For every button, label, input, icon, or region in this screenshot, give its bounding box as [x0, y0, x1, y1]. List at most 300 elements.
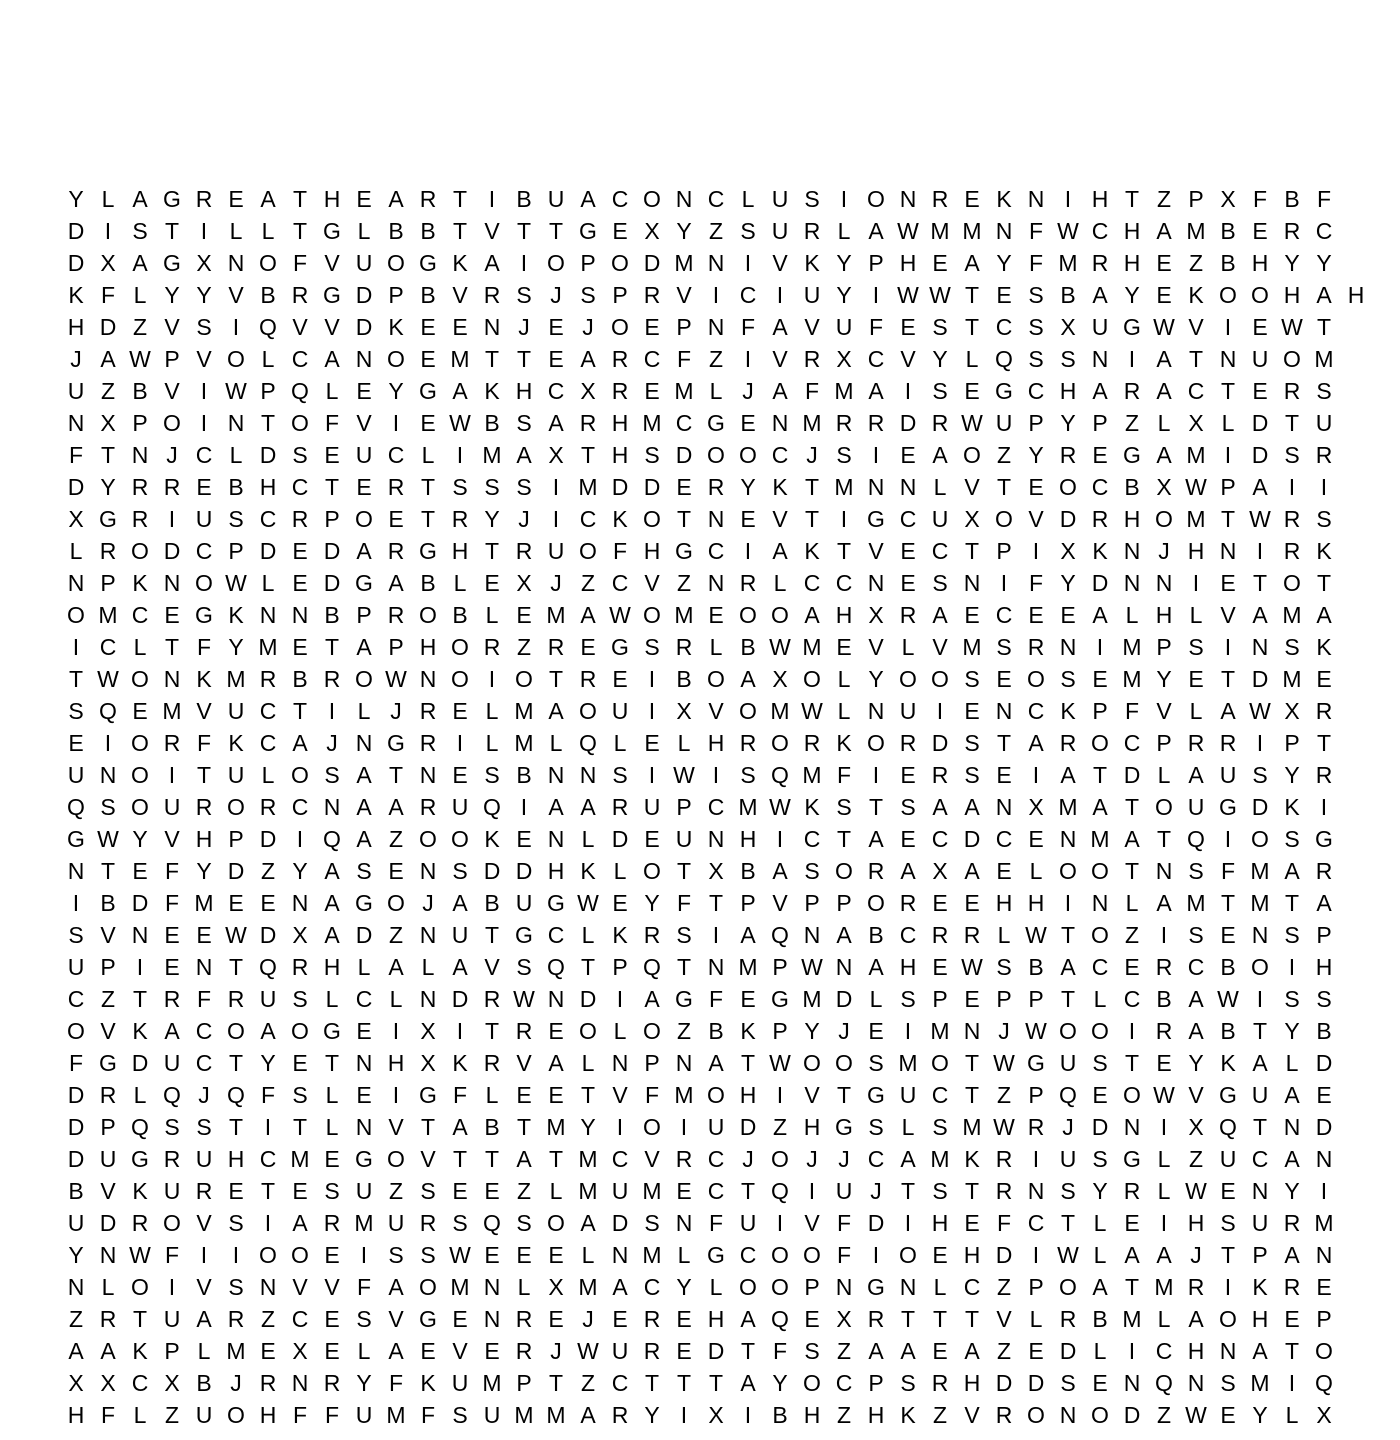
grid-letter[interactable]: S	[1316, 378, 1332, 404]
grid-letter[interactable]: B	[708, 1018, 724, 1044]
grid-letter[interactable]: D	[1123, 1402, 1141, 1428]
grid-letter[interactable]: O	[739, 442, 757, 468]
grid-letter[interactable]: T	[228, 1050, 244, 1076]
grid-letter[interactable]: O	[419, 602, 437, 628]
grid-letter[interactable]: E	[132, 698, 148, 724]
grid-letter[interactable]: T	[1284, 890, 1300, 916]
grid-letter[interactable]: E	[452, 1306, 468, 1332]
grid-letter[interactable]: E	[228, 186, 244, 212]
grid-letter[interactable]: O	[1219, 1306, 1237, 1332]
grid-letter[interactable]: E	[1316, 1274, 1332, 1300]
grid-letter[interactable]: Y	[676, 218, 692, 244]
grid-letter[interactable]: R	[931, 762, 949, 788]
grid-letter[interactable]: U	[259, 986, 277, 1012]
grid-letter[interactable]: P	[676, 314, 692, 340]
grid-letter[interactable]: O	[1059, 1274, 1077, 1300]
grid-letter[interactable]: I	[392, 1018, 400, 1044]
grid-letter[interactable]: A	[1316, 602, 1332, 628]
grid-letter[interactable]: P	[164, 346, 180, 372]
grid-letter[interactable]: L	[261, 346, 275, 372]
grid-letter[interactable]: R	[451, 506, 469, 532]
grid-letter[interactable]: T	[1252, 1018, 1268, 1044]
grid-letter[interactable]: I	[360, 1242, 368, 1268]
grid-letter[interactable]: A	[580, 794, 596, 820]
grid-letter[interactable]: L	[1157, 762, 1171, 788]
grid-letter[interactable]: M	[930, 1018, 950, 1044]
grid-letter[interactable]: T	[1060, 1210, 1076, 1236]
grid-letter[interactable]: O	[771, 730, 789, 756]
grid-letter[interactable]: K	[1252, 1274, 1268, 1300]
grid-letter[interactable]: T	[1124, 186, 1140, 212]
grid-letter[interactable]: T	[1060, 922, 1076, 948]
grid-letter[interactable]: C	[131, 602, 149, 628]
grid-letter[interactable]: S	[804, 186, 820, 212]
grid-letter[interactable]: A	[1252, 474, 1268, 500]
grid-letter[interactable]: A	[548, 410, 564, 436]
grid-letter[interactable]: R	[515, 538, 533, 564]
grid-letter[interactable]: A	[580, 1402, 596, 1428]
grid-letter[interactable]: T	[580, 954, 596, 980]
grid-letter[interactable]: S	[228, 506, 244, 532]
grid-letter[interactable]: L	[901, 1114, 915, 1140]
grid-letter[interactable]: T	[644, 1370, 660, 1396]
grid-letter[interactable]: V	[388, 1114, 404, 1140]
grid-letter[interactable]: D	[131, 1050, 149, 1076]
grid-letter[interactable]: O	[1091, 922, 1109, 948]
grid-letter[interactable]: M	[930, 1146, 950, 1172]
grid-letter[interactable]: D	[1123, 762, 1141, 788]
grid-letter[interactable]: I	[680, 1402, 688, 1428]
grid-letter[interactable]: E	[260, 890, 276, 916]
grid-letter[interactable]: G	[419, 378, 437, 404]
grid-letter[interactable]: D	[1251, 666, 1269, 692]
grid-letter[interactable]: O	[611, 314, 629, 340]
grid-letter[interactable]: L	[229, 442, 243, 468]
grid-letter[interactable]: X	[164, 1370, 180, 1396]
grid-letter[interactable]: E	[356, 186, 372, 212]
grid-letter[interactable]: L	[1029, 1306, 1043, 1332]
grid-letter[interactable]: V	[1028, 506, 1044, 532]
grid-letter[interactable]: T	[228, 1114, 244, 1140]
grid-letter[interactable]: U	[227, 698, 245, 724]
grid-letter[interactable]: V	[516, 1050, 532, 1076]
grid-letter[interactable]: I	[904, 1018, 912, 1044]
grid-letter[interactable]: J	[550, 570, 562, 596]
grid-letter[interactable]: W	[449, 1242, 471, 1268]
grid-letter[interactable]: N	[707, 570, 725, 596]
grid-letter[interactable]: W	[225, 570, 247, 596]
grid-letter[interactable]: Q	[771, 762, 789, 788]
grid-letter[interactable]: B	[452, 602, 468, 628]
grid-letter[interactable]: I	[232, 1242, 240, 1268]
grid-letter[interactable]: A	[324, 890, 340, 916]
grid-letter[interactable]: R	[995, 1146, 1013, 1172]
grid-letter[interactable]: J	[838, 1146, 850, 1172]
grid-letter[interactable]: S	[420, 1178, 436, 1204]
grid-letter[interactable]: I	[872, 442, 880, 468]
grid-letter[interactable]: S	[356, 858, 372, 884]
grid-letter[interactable]: S	[452, 1210, 468, 1236]
grid-letter[interactable]: A	[900, 858, 916, 884]
grid-letter[interactable]: N	[867, 570, 885, 596]
grid-letter[interactable]: Q	[483, 794, 501, 820]
grid-letter[interactable]: U	[1059, 1050, 1077, 1076]
grid-letter[interactable]: R	[195, 186, 213, 212]
grid-letter[interactable]: P	[996, 986, 1012, 1012]
grid-letter[interactable]: A	[452, 890, 468, 916]
grid-letter[interactable]: N	[1059, 1402, 1077, 1428]
grid-letter[interactable]: R	[323, 666, 341, 692]
grid-letter[interactable]: U	[67, 762, 85, 788]
grid-letter[interactable]: W	[769, 634, 791, 660]
grid-letter[interactable]: K	[836, 730, 852, 756]
grid-letter[interactable]: E	[964, 986, 980, 1012]
grid-letter[interactable]: I	[616, 1114, 624, 1140]
grid-letter[interactable]: I	[488, 186, 496, 212]
grid-letter[interactable]: Y	[260, 1050, 276, 1076]
grid-letter[interactable]: I	[712, 762, 720, 788]
grid-letter[interactable]: M	[578, 1178, 598, 1204]
grid-letter[interactable]: F	[708, 986, 724, 1012]
grid-letter[interactable]: C	[963, 1274, 981, 1300]
grid-letter[interactable]: E	[516, 826, 532, 852]
grid-letter[interactable]: O	[899, 666, 917, 692]
grid-letter[interactable]: Q	[1155, 1370, 1173, 1396]
grid-letter[interactable]: T	[420, 1114, 436, 1140]
grid-letter[interactable]: M	[546, 1402, 566, 1428]
grid-letter[interactable]: R	[163, 730, 181, 756]
grid-letter[interactable]: N	[419, 762, 437, 788]
grid-letter[interactable]: I	[1032, 762, 1040, 788]
grid-letter[interactable]: G	[515, 922, 533, 948]
grid-letter[interactable]: T	[964, 314, 980, 340]
grid-letter[interactable]: J	[550, 1338, 562, 1364]
grid-letter[interactable]: K	[484, 826, 500, 852]
grid-letter[interactable]: Z	[100, 378, 116, 404]
grid-letter[interactable]: A	[356, 794, 372, 820]
grid-letter[interactable]: I	[1160, 1114, 1168, 1140]
grid-letter[interactable]: O	[451, 826, 469, 852]
grid-letter[interactable]: M	[962, 218, 982, 244]
grid-letter[interactable]: M	[1186, 890, 1206, 916]
grid-letter[interactable]: P	[612, 954, 628, 980]
grid-letter[interactable]: G	[323, 218, 341, 244]
grid-letter[interactable]: L	[133, 1082, 147, 1108]
grid-letter[interactable]: N	[355, 1114, 373, 1140]
grid-letter[interactable]: O	[643, 602, 661, 628]
grid-letter[interactable]: T	[452, 1146, 468, 1172]
grid-letter[interactable]: G	[611, 634, 629, 660]
grid-letter[interactable]: N	[835, 954, 853, 980]
grid-letter[interactable]: E	[420, 314, 436, 340]
grid-letter[interactable]: V	[420, 1146, 436, 1172]
grid-letter[interactable]: V	[644, 570, 660, 596]
grid-letter[interactable]: S	[804, 1338, 820, 1364]
grid-letter[interactable]: G	[67, 826, 85, 852]
grid-letter[interactable]: O	[899, 1242, 917, 1268]
grid-letter[interactable]: Q	[483, 1210, 501, 1236]
grid-letter[interactable]: S	[1188, 858, 1204, 884]
grid-letter[interactable]: S	[228, 1210, 244, 1236]
grid-letter[interactable]: P	[996, 538, 1012, 564]
grid-letter[interactable]: W	[97, 666, 119, 692]
grid-letter[interactable]: O	[291, 410, 309, 436]
grid-letter[interactable]: T	[1060, 986, 1076, 1012]
grid-letter[interactable]: V	[452, 1338, 468, 1364]
grid-letter[interactable]: N	[1123, 1114, 1141, 1140]
grid-letter[interactable]: T	[484, 346, 500, 372]
grid-letter[interactable]: U	[195, 506, 213, 532]
grid-letter[interactable]: T	[1092, 762, 1108, 788]
grid-letter[interactable]: O	[1059, 1018, 1077, 1044]
grid-letter[interactable]: N	[259, 602, 277, 628]
grid-letter[interactable]: D	[323, 538, 341, 564]
grid-letter[interactable]: G	[835, 1114, 853, 1140]
grid-letter[interactable]: A	[740, 1306, 756, 1332]
grid-letter[interactable]: V	[1156, 698, 1172, 724]
grid-letter[interactable]: E	[388, 506, 404, 532]
grid-letter[interactable]: D	[675, 442, 693, 468]
grid-letter[interactable]: B	[1316, 1018, 1332, 1044]
grid-letter[interactable]: R	[259, 1370, 277, 1396]
grid-letter[interactable]: H	[1187, 1338, 1205, 1364]
grid-letter[interactable]: E	[548, 314, 564, 340]
grid-letter[interactable]: T	[964, 282, 980, 308]
grid-letter[interactable]: E	[900, 762, 916, 788]
grid-letter[interactable]: O	[451, 666, 469, 692]
grid-letter[interactable]: M	[482, 1370, 502, 1396]
grid-letter[interactable]: V	[164, 826, 180, 852]
grid-letter[interactable]: Z	[100, 986, 116, 1012]
grid-letter[interactable]: U	[163, 1050, 181, 1076]
grid-letter[interactable]: S	[964, 762, 980, 788]
grid-letter[interactable]: I	[776, 282, 784, 308]
grid-letter[interactable]: T	[324, 634, 340, 660]
grid-letter[interactable]: G	[867, 506, 885, 532]
grid-letter[interactable]: G	[707, 1242, 725, 1268]
grid-letter[interactable]: O	[1315, 1338, 1333, 1364]
grid-letter[interactable]: H	[1187, 538, 1205, 564]
grid-letter[interactable]: O	[579, 698, 597, 724]
grid-letter[interactable]: C	[643, 346, 661, 372]
grid-letter[interactable]: N	[67, 570, 85, 596]
grid-letter[interactable]: V	[804, 314, 820, 340]
grid-letter[interactable]: Q	[131, 1114, 149, 1140]
grid-letter[interactable]: G	[99, 1050, 117, 1076]
grid-letter[interactable]: K	[1284, 794, 1300, 820]
grid-letter[interactable]: U	[899, 698, 917, 724]
grid-letter[interactable]: Z	[516, 1178, 532, 1204]
grid-letter[interactable]: O	[1251, 826, 1269, 852]
grid-letter[interactable]: F	[772, 1338, 788, 1364]
grid-letter[interactable]: N	[611, 1050, 629, 1076]
grid-letter[interactable]: F	[1028, 570, 1044, 596]
grid-letter[interactable]: V	[164, 314, 180, 340]
grid-letter[interactable]: U	[387, 1210, 405, 1236]
grid-letter[interactable]: E	[836, 634, 852, 660]
grid-letter[interactable]: A	[388, 570, 404, 596]
grid-letter[interactable]: H	[867, 1402, 885, 1428]
grid-letter[interactable]: U	[675, 826, 693, 852]
grid-letter[interactable]: E	[484, 1178, 500, 1204]
grid-letter[interactable]: D	[643, 474, 661, 500]
grid-letter[interactable]: G	[1123, 1146, 1141, 1172]
grid-letter[interactable]: U	[611, 1178, 629, 1204]
grid-letter[interactable]: I	[552, 506, 560, 532]
grid-letter[interactable]: P	[676, 794, 692, 820]
grid-letter[interactable]: C	[291, 794, 309, 820]
grid-letter[interactable]: R	[867, 1306, 885, 1332]
grid-letter[interactable]: E	[1220, 1178, 1236, 1204]
grid-letter[interactable]: B	[420, 570, 436, 596]
grid-letter[interactable]: R	[483, 1050, 501, 1076]
grid-letter[interactable]: A	[900, 1146, 916, 1172]
grid-letter[interactable]: Z	[996, 1338, 1012, 1364]
grid-letter[interactable]: W	[1185, 1178, 1207, 1204]
grid-letter[interactable]: S	[1252, 762, 1268, 788]
grid-letter[interactable]: Z	[1156, 186, 1172, 212]
grid-letter[interactable]: O	[963, 442, 981, 468]
grid-letter[interactable]: B	[1028, 954, 1044, 980]
grid-letter[interactable]: X	[932, 858, 948, 884]
grid-letter[interactable]: D	[323, 570, 341, 596]
grid-letter[interactable]: F	[1028, 218, 1044, 244]
grid-letter[interactable]: F	[804, 378, 820, 404]
grid-letter[interactable]: L	[101, 186, 115, 212]
grid-letter[interactable]: W	[129, 346, 151, 372]
grid-letter[interactable]: E	[292, 570, 308, 596]
grid-letter[interactable]: T	[900, 1306, 916, 1332]
grid-letter[interactable]: C	[1123, 730, 1141, 756]
grid-letter[interactable]: A	[388, 954, 404, 980]
grid-letter[interactable]: A	[708, 1050, 724, 1076]
grid-letter[interactable]: K	[132, 1338, 148, 1364]
grid-letter[interactable]: O	[835, 1050, 853, 1076]
grid-letter[interactable]: N	[1027, 186, 1045, 212]
grid-letter[interactable]: D	[67, 1114, 85, 1140]
grid-letter[interactable]: R	[195, 794, 213, 820]
grid-letter[interactable]: I	[680, 1114, 688, 1140]
grid-letter[interactable]: R	[611, 1402, 629, 1428]
grid-letter[interactable]: Y	[932, 346, 948, 372]
grid-letter[interactable]: C	[195, 1050, 213, 1076]
grid-letter[interactable]: M	[1314, 346, 1334, 372]
grid-letter[interactable]: R	[1027, 634, 1045, 660]
grid-letter[interactable]: E	[452, 698, 468, 724]
grid-letter[interactable]: B	[100, 890, 116, 916]
grid-letter[interactable]: T	[1316, 570, 1332, 596]
grid-letter[interactable]: O	[259, 250, 277, 276]
grid-letter[interactable]: W	[1249, 506, 1271, 532]
grid-letter[interactable]: S	[1028, 346, 1044, 372]
grid-letter[interactable]: Z	[580, 570, 596, 596]
grid-letter[interactable]: P	[1028, 1274, 1044, 1300]
grid-letter[interactable]: N	[355, 1050, 373, 1076]
grid-letter[interactable]: S	[644, 634, 660, 660]
grid-letter[interactable]: T	[836, 1082, 852, 1108]
grid-letter[interactable]: Z	[1188, 250, 1204, 276]
grid-letter[interactable]: F	[836, 1210, 852, 1236]
grid-letter[interactable]: A	[452, 378, 468, 404]
grid-letter[interactable]: L	[709, 378, 723, 404]
grid-letter[interactable]: I	[1256, 730, 1264, 756]
grid-letter[interactable]: M	[194, 890, 214, 916]
grid-letter[interactable]: C	[803, 570, 821, 596]
grid-letter[interactable]: R	[579, 666, 597, 692]
grid-letter[interactable]: C	[131, 1370, 149, 1396]
grid-letter[interactable]: G	[419, 538, 437, 564]
grid-letter[interactable]: A	[868, 954, 884, 980]
grid-letter[interactable]: C	[1027, 378, 1045, 404]
grid-letter[interactable]: A	[132, 186, 148, 212]
grid-letter[interactable]: S	[740, 762, 756, 788]
grid-letter[interactable]: T	[1220, 1242, 1236, 1268]
grid-letter[interactable]: J	[838, 1018, 850, 1044]
grid-letter[interactable]: A	[804, 602, 820, 628]
grid-letter[interactable]: C	[579, 506, 597, 532]
grid-letter[interactable]: R	[163, 474, 181, 500]
grid-letter[interactable]: B	[68, 1178, 84, 1204]
grid-letter[interactable]: A	[68, 1338, 84, 1364]
grid-letter[interactable]: Z	[388, 826, 404, 852]
grid-letter[interactable]: W	[1185, 1402, 1207, 1428]
grid-letter[interactable]: T	[804, 474, 820, 500]
grid-letter[interactable]: N	[675, 186, 693, 212]
grid-letter[interactable]: N	[99, 1242, 117, 1268]
grid-letter[interactable]: E	[164, 954, 180, 980]
grid-letter[interactable]: L	[549, 1178, 563, 1204]
grid-letter[interactable]: A	[932, 442, 948, 468]
grid-letter[interactable]: C	[1155, 1338, 1173, 1364]
grid-letter[interactable]: E	[196, 474, 212, 500]
grid-letter[interactable]: A	[452, 1114, 468, 1140]
grid-letter[interactable]: V	[964, 1402, 980, 1428]
grid-letter[interactable]: G	[195, 602, 213, 628]
grid-letter[interactable]: U	[771, 218, 789, 244]
grid-letter[interactable]: O	[547, 1210, 565, 1236]
grid-letter[interactable]: O	[867, 186, 885, 212]
grid-letter[interactable]: J	[742, 1146, 754, 1172]
grid-letter[interactable]: F	[164, 1242, 180, 1268]
grid-letter[interactable]: V	[868, 538, 884, 564]
grid-letter[interactable]: V	[772, 346, 788, 372]
grid-letter[interactable]: A	[1156, 1242, 1172, 1268]
grid-letter[interactable]: L	[389, 986, 403, 1012]
grid-letter[interactable]: Y	[836, 282, 852, 308]
grid-letter[interactable]: L	[1125, 602, 1139, 628]
grid-letter[interactable]: M	[1058, 250, 1078, 276]
grid-letter[interactable]: P	[868, 250, 884, 276]
grid-letter[interactable]: H	[707, 730, 725, 756]
grid-letter[interactable]: P	[1156, 634, 1172, 660]
grid-letter[interactable]: F	[836, 1242, 852, 1268]
grid-letter[interactable]: J	[998, 1018, 1010, 1044]
grid-letter[interactable]: T	[516, 218, 532, 244]
grid-letter[interactable]: W	[513, 986, 535, 1012]
grid-letter[interactable]: A	[1188, 986, 1204, 1012]
grid-letter[interactable]: F	[388, 1370, 404, 1396]
grid-letter[interactable]: P	[580, 250, 596, 276]
grid-letter[interactable]: M	[770, 698, 790, 724]
grid-letter[interactable]: E	[420, 1338, 436, 1364]
grid-letter[interactable]: R	[387, 602, 405, 628]
grid-letter[interactable]: T	[1220, 506, 1236, 532]
grid-letter[interactable]: E	[1156, 250, 1172, 276]
grid-letter[interactable]: H	[963, 1370, 981, 1396]
grid-letter[interactable]: O	[1091, 730, 1109, 756]
grid-letter[interactable]: A	[964, 1338, 980, 1364]
grid-letter[interactable]: I	[776, 826, 784, 852]
